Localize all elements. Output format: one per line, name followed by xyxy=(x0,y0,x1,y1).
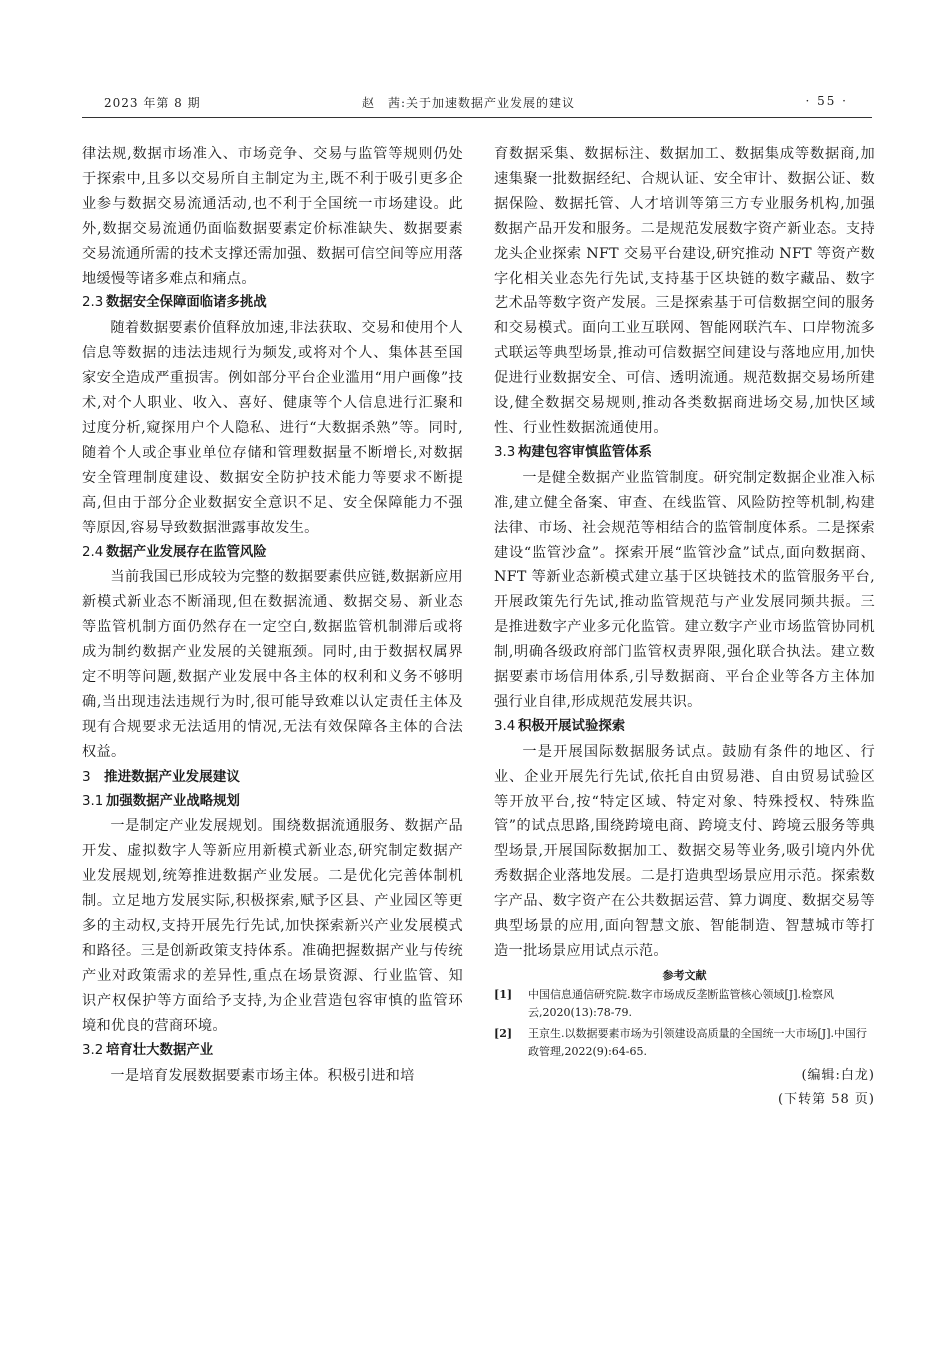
paragraph: 一是健全数据产业监管制度。研究制定数据企业准入标准,建立健全备案、审查、在线监管、风险防控等机制,构建法律、市场、社会规范等相结合的监管制度体系。二是探索建设“监管沙盒”。探索开展“监管沙盒”试点,面向数据商、NFT 等新业态新模式建立基于区块链技术的监管服务平台,开展政策先行先试,推动监管规范与产业发展同频共振。三是推进数字产业多元化监管。建立数字产业市场监管协同机制,明确各级政府部门监管权责界限,强化联合执法。建立数据要素市场信用体系,引导数据商、平台企业等各方主体加强行业自律,形成规范发展共识。 xyxy=(494,469,875,710)
paragraph: 育数据采集、数据标注、数据加工、数据集成等数据商,加速集聚一批数据经纪、合规认证、安全审计、数据公证、数据保险、数据托管、人才培训等第三方专业服务机构,加强数据产品开发和服务。二是规范发展数字资产新业态。支持龙头企业探索 NFT 交易平台建设,研究推动 NFT 等资产数字化相关业态先行先试,支持基于区块链的数字藏品、数字艺术品等数字资产发展。三是探索基于可信数据空间的服务和交易模式。面向工业互联网、智能网联汽车、口岸物流多式联运等典型场景,推动可信数据空间建设与落地应用,加快促进行业数据安全、可信、透明流通。规范数据交易场所建设,健全数据交易规则,推动各类数据商进场交易,加快区域性、行业性数据流通使用。 xyxy=(494,146,875,436)
paragraph: 律法规,数据市场准入、市场竞争、交易与监管等规则仍处于探索中,且多以交易所自主制定为主,既不利于吸引更多企业参与数据交易流通活动,也不利于全国统一市场建设。此外,数据交易流通仍面临数据要素定价标准缺失、数据要素交易流通所需的技术支撑还需加强、数据可信空间等应用落地缓慢等诸多难点和痛点。 xyxy=(82,146,463,287)
right-column xyxy=(494,142,875,1112)
paragraph: 一是开展国际数据服务试点。鼓励有条件的地区、行业、企业开展先行先试,依托自由贸易港、自由贸易试验区等开放平台,按“特定区域、特定对象、特殊授权、特殊监管”的试点思路,围绕跨境电商、跨境支付、跨境云服务等典型场景,开展国际数据加工、数据交易等业务,吸引境内外优秀数据企业落地发展。二是打造典型场景应用示范。探索数字产品、数字资产在公共数据运营、算力调度、数据交易等典型场景的应用,面向智慧文旅、智能制造、智慧城市等打造一批场景应用试点示范。 xyxy=(494,743,875,959)
reference-text: 王京生.以数据要素市场为引领建设高质量的全国统一大市场[J].中国行政管理,2022(9):64-65. xyxy=(528,1026,867,1058)
section-number: 3 xyxy=(82,768,91,785)
section-heading-2-3 xyxy=(82,291,463,316)
section-heading-3-1 xyxy=(82,790,463,815)
section-heading-3-4 xyxy=(494,715,875,740)
section-number: 3.2 xyxy=(82,1042,104,1058)
section-title: 数据产业发展存在监管风险 xyxy=(106,544,267,560)
page-number: · 55 · xyxy=(805,94,848,108)
section-heading-3-3 xyxy=(494,441,875,466)
section-number: 3.1 xyxy=(82,793,104,809)
reference-number: [1] xyxy=(494,987,513,1001)
reference-text: 中国信息通信研究院.数字市场成反垄断监管核心领域[J].检察风云,2020(13):78-79. xyxy=(528,987,834,1019)
paragraph: 当前我国已形成较为完整的数据要素供应链,数据新应用新模式新业态不断涌现,但在数据流通、数据交易、新业态等监管机制方面仍然存在一定空白,数据监管机制滞后或将成为制约数据产业发展的关键瓶颈。同时,由于数据权属界定不明等问题,数据产业发展中各主体的权利和义务不够明确,当出现违法违规行为时,很可能导致难以认定责任主体及现有合规要求无法适用的情况,无法有效保障各主体的合法权益。 xyxy=(82,569,463,760)
section-title: 加强数据产业战略规划 xyxy=(106,793,240,809)
section-number: 3.4 xyxy=(494,718,516,734)
article-running-title: 赵 茜:关于加速数据产业发展的建议 xyxy=(362,96,576,110)
section-number: 2.3 xyxy=(82,295,104,311)
reference-number: [2] xyxy=(494,1026,513,1040)
reference-item xyxy=(494,1025,875,1061)
paragraph: 一是培育发展数据要素市场主体。积极引进和培 xyxy=(110,1067,415,1084)
section-heading-2-4 xyxy=(82,541,463,566)
section-title: 培育壮大数据产业 xyxy=(106,1042,214,1058)
paragraph: 一是制定产业发展规划。围绕数据流通服务、数据产品开发、虚拟数字人等新应用新模式新业态,研究制定数据产业发展规划,统筹推进数据产业发展。二是优化完善体制机制。立足地方发展实际,积极探索,赋予区县、产业园区等更多的主动权,支持开展先行先试,加快探索新兴产业发展模式和路径。三是创新政策支持体系。准确把握数据产业与传统产业对政策需求的差异性,重点在场景资源、行业监管、知识产权保护等方面给予支持,为企业营造包容审慎的监管环境和优良的营商环境。 xyxy=(82,818,463,1034)
editor-note: (编辑:白龙) xyxy=(801,1067,875,1083)
continued-note: (下转第 58 页) xyxy=(778,1091,875,1107)
section-title: 推进数据产业发展建议 xyxy=(104,768,240,785)
section-number: 2.4 xyxy=(82,544,104,560)
issue-label: 2023 年第 8 期 xyxy=(104,96,201,110)
section-number: 3.3 xyxy=(494,444,516,460)
section-heading-3 xyxy=(82,765,463,790)
section-heading-3-2 xyxy=(82,1039,463,1064)
section-title: 数据安全保障面临诸多挑战 xyxy=(106,295,267,311)
header-divider xyxy=(82,117,872,118)
running-header xyxy=(82,90,872,116)
left-column xyxy=(82,142,463,1088)
paragraph: 随着数据要素价值释放加速,非法获取、交易和使用个人信息等数据的违法违规行为频发,或将对个人、集体甚至国家安全造成严重损害。例如部分平台企业滥用“用户画像”技术,对个人职业、收入、喜好、健康等个人信息进行汇聚和过度分析,窥探用户个人隐私、进行“大数据杀熟”等。同时,随着个人或企事业单位存储和管理数据量不断增长,对数据安全管理制度建设、数据安全防护技术能力等要求不断提高,但由于部分企业数据安全意识不足、安全保障能力不强等原因,容易导致数据泄露事故发生。 xyxy=(82,320,463,536)
reference-item xyxy=(494,986,875,1022)
section-title: 构建包容审慎监管体系 xyxy=(518,444,652,460)
references-heading: 参考文献 xyxy=(662,968,707,982)
section-title: 积极开展试验探索 xyxy=(518,718,626,734)
